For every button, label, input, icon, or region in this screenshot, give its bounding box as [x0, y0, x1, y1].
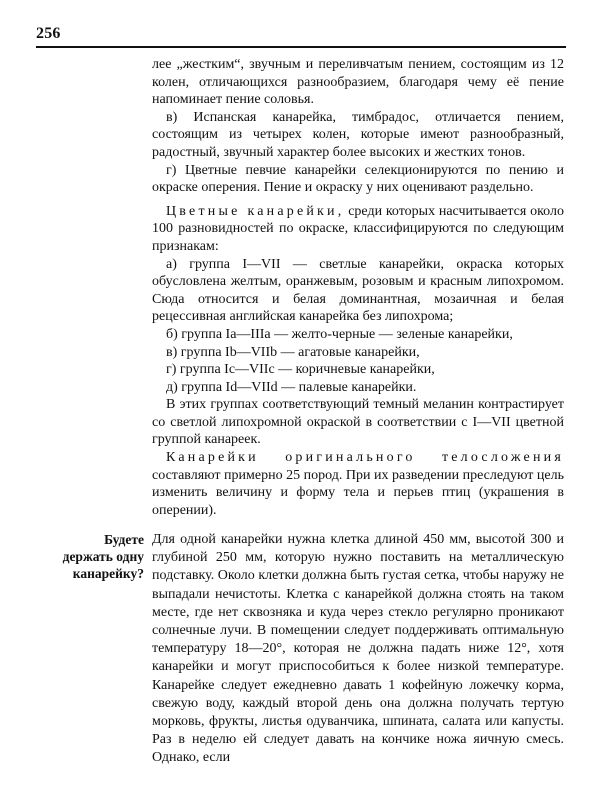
spaced-term: Цветные канарейки,	[166, 203, 345, 219]
paragraph: лее „жестким“, звучным и переливчатым пением, состоящим из 12 колен, отличающихся разнообразием, благодаря чему её пение напоминает пение соловья.	[152, 57, 564, 108]
paragraph-text: составляют примерно 25 пород. При их разведении преследуют цель изменить величину и форму тела и перьев птиц (украшения в оперении).	[152, 467, 564, 518]
spaced-term: Канарейки оригинального телосложения	[166, 450, 564, 466]
paragraph: в) Испанская канарейка, тимбрадос, отличается пением, состоящим из четырех колен, которые имеют разнообразный, радостный, звучный характер более высоких и жестких тонов.	[152, 109, 564, 160]
list-item: б) группа Ia—IIIa — желто-черные — зеленые канарейки,	[166, 326, 513, 342]
paragraph	[152, 449, 564, 519]
header-rule	[36, 46, 566, 48]
list-item: д) группа Id—VIId — палевые канарейки.	[166, 379, 417, 395]
page-number: 256	[36, 25, 61, 42]
list-item: г) группа Ic—VIIc — коричневые канарейки,	[166, 362, 435, 378]
paragraph	[152, 203, 564, 256]
section-keeping-canary	[152, 531, 564, 768]
list-item: а) группа I—VII — светлые канарейки, окраска которых обусловлена желтым, оранжевым, розовым и красным липохромом. Сюда относится и белая доминантная, мозаичная и белая рецессивная английская канарейка без липохрома;	[152, 256, 564, 325]
list-item: в) группа Ib—VIIb — агатовые канарейки,	[166, 344, 420, 360]
paragraph: Для одной канарейки нужна клетка длиной 450 мм, высотой 300 и глубиной 250 мм, которую нужно поставить на металлическую подставку. Около клетки должна быть густая сетка, чтобы наружу не выпадали нечистоты. Клетка с канарейкой должна стоять на таком месте, где нет сквозняка и куда через стекло регулярно проникают солнечные лучи. В помещении следует поддерживать оптимальную температуру 18—20°, которая не должна падать ниже 12°, хотя канарейки и могут приспособиться к более низкой температуре. Канарейке следует ежедневно давать 1 кофейную ложечку корма, свежую воду, каждый второй день она должна получать тертую морковь, фрукты, листья одуванчика, шпината, салата или капусты. Раз в неделю ей следует давать на кончике ножа яичную смесь. Однако, если	[152, 532, 564, 766]
section-color-canaries	[152, 56, 564, 519]
paragraph: г) Цветные певчие канарейки селекционируются по пению и окраске оперения. Пение и окраску у них оценивают раздельно.	[152, 162, 564, 196]
margin-heading: Будете держать одну канарейку?	[62, 532, 144, 581]
paragraph-text: среди которых насчитывается около 100 разновидностей по окраске, классифицируются по следующим признакам:	[152, 203, 564, 254]
paragraph: В этих группах соответствующий темный меланин контрастирует со светлой липохромной окраской в соответствии с I—VII цветной группой канареек.	[152, 397, 564, 448]
